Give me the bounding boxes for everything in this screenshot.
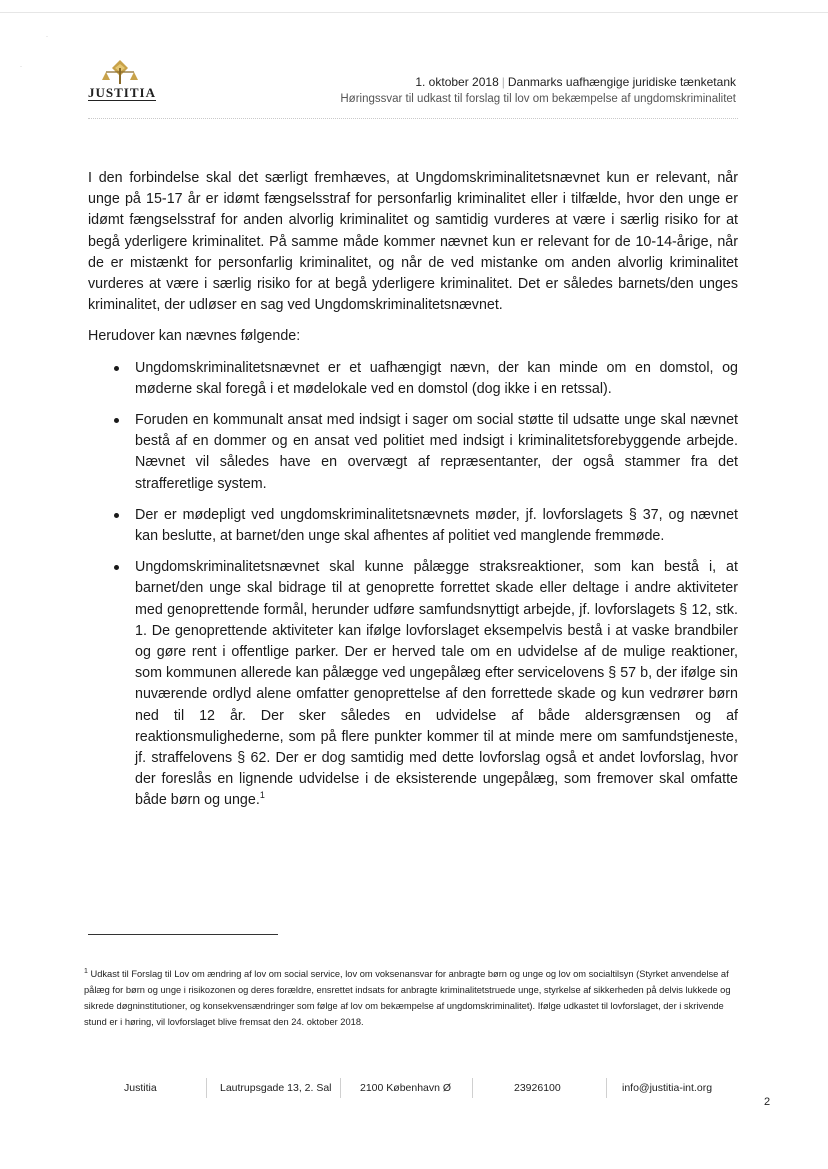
header-org: Danmarks uafhængige juridiske tænketank (507, 75, 736, 89)
bullet-icon (114, 513, 119, 518)
footnote (84, 966, 734, 1030)
bullet-list (88, 358, 738, 812)
bullet-text: Foruden en kommunalt ansat med indsigt i sager om social støtte til udsatte unge skal nævnet bestå af en dommer og en ansat ved politiet med indsigt i kriminalitetsforebyggende arbejde. Nævnet vil således have en overvægt af repræsentanter, der også stammer fra det strafferetlige system. (135, 412, 738, 492)
footer-separator (606, 1078, 607, 1098)
body-paragraph: Herudover kan nævnes følgende: (88, 328, 301, 345)
bullet-icon (114, 565, 119, 570)
body-paragraph: I den forbindelse skal det særligt fremhæves, at Ungdomskriminalitetsnævnet kun er relevant, når unge på 15-17 år er idømt fængselsstraf for personfarlig kriminalitet eller i tilfælde, hvor den unge er idømt fængselsstraf for anden alvorlig kriminalitet og samtidig vurderes at være i særlig risiko for at begå yderligere kriminalitet. På samme måde kommer nævnet kun er relevant for de 10-14-årige, når de er mistænkt for personfarlig kriminalitet, og når de ved mistanke om anden alvorlig kriminalitet vurderes at være i særlig risiko for at begå yderligere kriminalitet. Det er således barnets/den unges kriminalitet, der udløser en sag ved Ungdomskriminalitetsnævnet. (88, 170, 738, 314)
header-separator: | (501, 75, 505, 89)
header-date: 1. oktober 2018 (415, 75, 499, 89)
scan-edge-line (0, 12, 828, 13)
footnote-divider (88, 934, 278, 935)
header-divider (88, 118, 738, 119)
bullet-item (88, 505, 738, 547)
footer-separator (472, 1078, 473, 1098)
document-body (88, 168, 738, 822)
scan-speck: · (20, 64, 22, 70)
header-meta (340, 74, 736, 91)
page-footer (88, 1078, 738, 1098)
bullet-text: Ungdomskriminalitetsnævnet er et uafhængigt nævn, der kan minde om en domstol, og møderne skal foregå i et mødelokale ved en domstol (dog ikke i en retssal). (135, 359, 738, 397)
footer-city: 2100 København Ø (360, 1082, 452, 1094)
footnote-reference[interactable]: 1 (259, 790, 265, 801)
bullet-text: Der er mødepligt ved ungdomskriminalitetsnævnets møder, jf. lovforslagets § 37, og nævnet kan beslutte, at barnet/den unge skal afhentes af politiet ved manglende fremmøde. (135, 506, 738, 545)
scales-icon (100, 58, 140, 86)
page-number: 2 (764, 1096, 771, 1108)
header-subtitle: Høringssvar til udkast til forslag til lov om bekæmpelse af ungdomskriminalitet (340, 93, 736, 105)
bullet-item (88, 557, 738, 811)
footer-separator (206, 1078, 207, 1098)
bullet-item (88, 358, 738, 400)
footnote-text: Udkast til Forslag til Lov om ændring af lov om social service, lov om voksenansvar for anbragte børn og unge og lov om socialtilsyn (Styrket anvendelse af pålæg for børn og unge i risikozonen og deres forældre, ensrettet indsats for anbragte kriminalitetstruede unge, styrkelse af sikkerheden på delvis lukkede og sikrede døgninstitutioner, og konsekvensændringer som følge af lov om bekæmpelse af ungdomskriminalitet). Ifølge udkastet til lovforslaget, der i skrivende stund er i høring, vil lovforslaget blive fremsat den 24. oktober 2018. (84, 969, 731, 1027)
footer-email[interactable]: info@justitia-int.org (622, 1082, 713, 1094)
logo-text: JUSTITIA (88, 85, 156, 100)
footer-org: Justitia (124, 1082, 157, 1094)
footer-separator (340, 1078, 341, 1098)
footer-phone: 23926100 (514, 1082, 561, 1094)
bullet-text: Ungdomskriminalitetsnævnet skal kunne pålægge straksreaktioner, som kan bestå i, at barnet/den unge skal bidrage til at genoprette forrettet skade eller deltage i andre aktiviteter med genoprettende formål, herunder udføre samfundsnyttigt arbejde, jf. lovforslagets § 12, stk. 1. De genoprettende aktiviteter kan ifølge lovforslaget eksempelvis bestå i at vaske brandbiler og gøre rent i offentlige parker. Der er herved tale om en udvidelse af de mulige reaktioner, som kommunen allerede kan pålægge ved ungepålæg efter servicelovens § 57 b, der ifølge sin nuværende ordlyd alene omfatter genoprettelse af den forrettede skade og kun vedrører børn ned til 12 år. Der sker således en udvidelse af både aldersgrænsen og af reaktionsmulighederne, som på flere punkter kommer til at minde mere om samfundstjeneste, jf. straffelovens § 62. Der er dog samtidig med dette lovforslag også et andet lovforslag, hvor der foreslås en lignende udvidelse i de eksisterende ungepålæg, som fremover skal omfatte både børn og unge. (135, 559, 738, 809)
document-header (340, 74, 736, 107)
scan-speck: · (46, 34, 48, 40)
footer-address: Lautrupsgade 13, 2. Sal (220, 1082, 332, 1094)
bullet-icon (114, 366, 119, 371)
justitia-logo (88, 58, 178, 108)
bullet-icon (114, 418, 119, 423)
bullet-item (88, 410, 738, 495)
footnote-number: 1 (84, 967, 88, 975)
